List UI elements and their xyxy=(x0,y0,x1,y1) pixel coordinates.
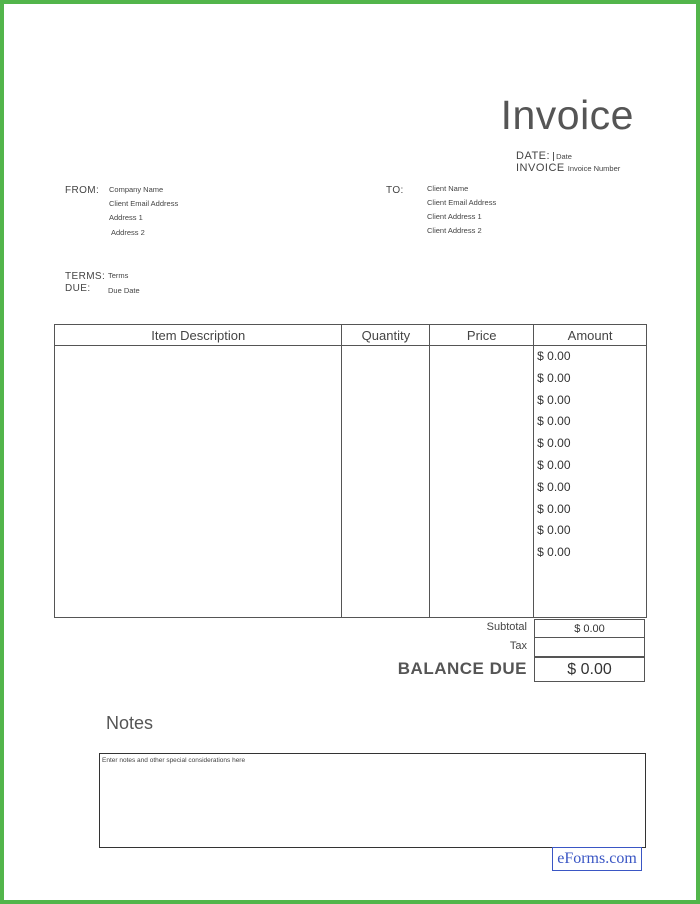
tax-field[interactable] xyxy=(534,637,645,657)
from-address1-field[interactable]: Address 1 xyxy=(109,213,143,222)
invoice-number-field[interactable]: Invoice Number xyxy=(567,164,621,173)
tax-label: Tax xyxy=(509,640,527,652)
amount-column xyxy=(534,346,647,618)
date-row xyxy=(516,150,572,162)
from-email-field[interactable]: Client Email Address xyxy=(109,199,179,208)
header-item-description: Item Description xyxy=(55,325,342,346)
from-company-field[interactable]: Company Name xyxy=(109,185,164,194)
invoice-title: Invoice xyxy=(500,92,634,138)
header-quantity: Quantity xyxy=(342,325,430,346)
header-price: Price xyxy=(430,325,534,346)
to-email-field[interactable]: Client Email Address xyxy=(427,198,497,207)
table-header-row xyxy=(55,325,647,346)
amount-cell: $ 0.00 xyxy=(537,545,571,560)
invoice-number-label: INVOICE xyxy=(516,162,565,174)
to-address2-field[interactable]: Client Address 2 xyxy=(427,226,482,235)
price-column[interactable] xyxy=(430,346,534,618)
table-body-row xyxy=(55,346,647,618)
balance-due-label: BALANCE DUE xyxy=(397,659,527,678)
from-label: FROM: xyxy=(65,185,100,196)
amount-cell: $ 0.00 xyxy=(537,523,571,538)
eforms-logo-link[interactable]: eForms.com xyxy=(552,847,642,871)
terms-field[interactable]: Terms xyxy=(108,271,129,280)
date-field[interactable]: Date xyxy=(553,152,572,161)
amount-cell: $ 0.00 xyxy=(537,349,571,363)
amount-cell: $ 0.00 xyxy=(537,436,571,451)
amount-cell: $ 0.00 xyxy=(537,457,571,472)
invoice-number-row xyxy=(516,162,620,174)
amount-cell: $ 0.00 xyxy=(537,392,571,407)
notes-placeholder: Enter notes and other special considerations here xyxy=(102,757,246,764)
items-table xyxy=(54,324,647,618)
due-label: DUE: xyxy=(65,283,91,294)
item-description-column[interactable] xyxy=(55,346,342,618)
amount-cell: $ 0.00 xyxy=(537,370,571,385)
notes-field[interactable] xyxy=(99,753,646,848)
quantity-column[interactable] xyxy=(342,346,430,618)
notes-title: Notes xyxy=(106,713,154,733)
balance-due-value: $ 0.00 xyxy=(534,657,645,682)
amount-list xyxy=(534,346,646,564)
date-label: DATE: xyxy=(516,150,551,162)
amount-cell: $ 0.00 xyxy=(537,479,571,494)
due-date-field[interactable]: Due Date xyxy=(108,286,140,295)
terms-label: TERMS: xyxy=(65,271,106,282)
to-name-field[interactable]: Client Name xyxy=(427,184,469,193)
to-label: TO: xyxy=(386,185,404,196)
header-amount: Amount xyxy=(534,325,647,346)
amount-cell: $ 0.00 xyxy=(537,501,571,516)
to-address1-field[interactable]: Client Address 1 xyxy=(427,212,482,221)
from-address2-field[interactable]: Address 2 xyxy=(111,228,145,237)
subtotal-label: Subtotal xyxy=(486,621,527,633)
amount-cell: $ 0.00 xyxy=(537,414,571,429)
subtotal-value: $ 0.00 xyxy=(534,619,645,638)
